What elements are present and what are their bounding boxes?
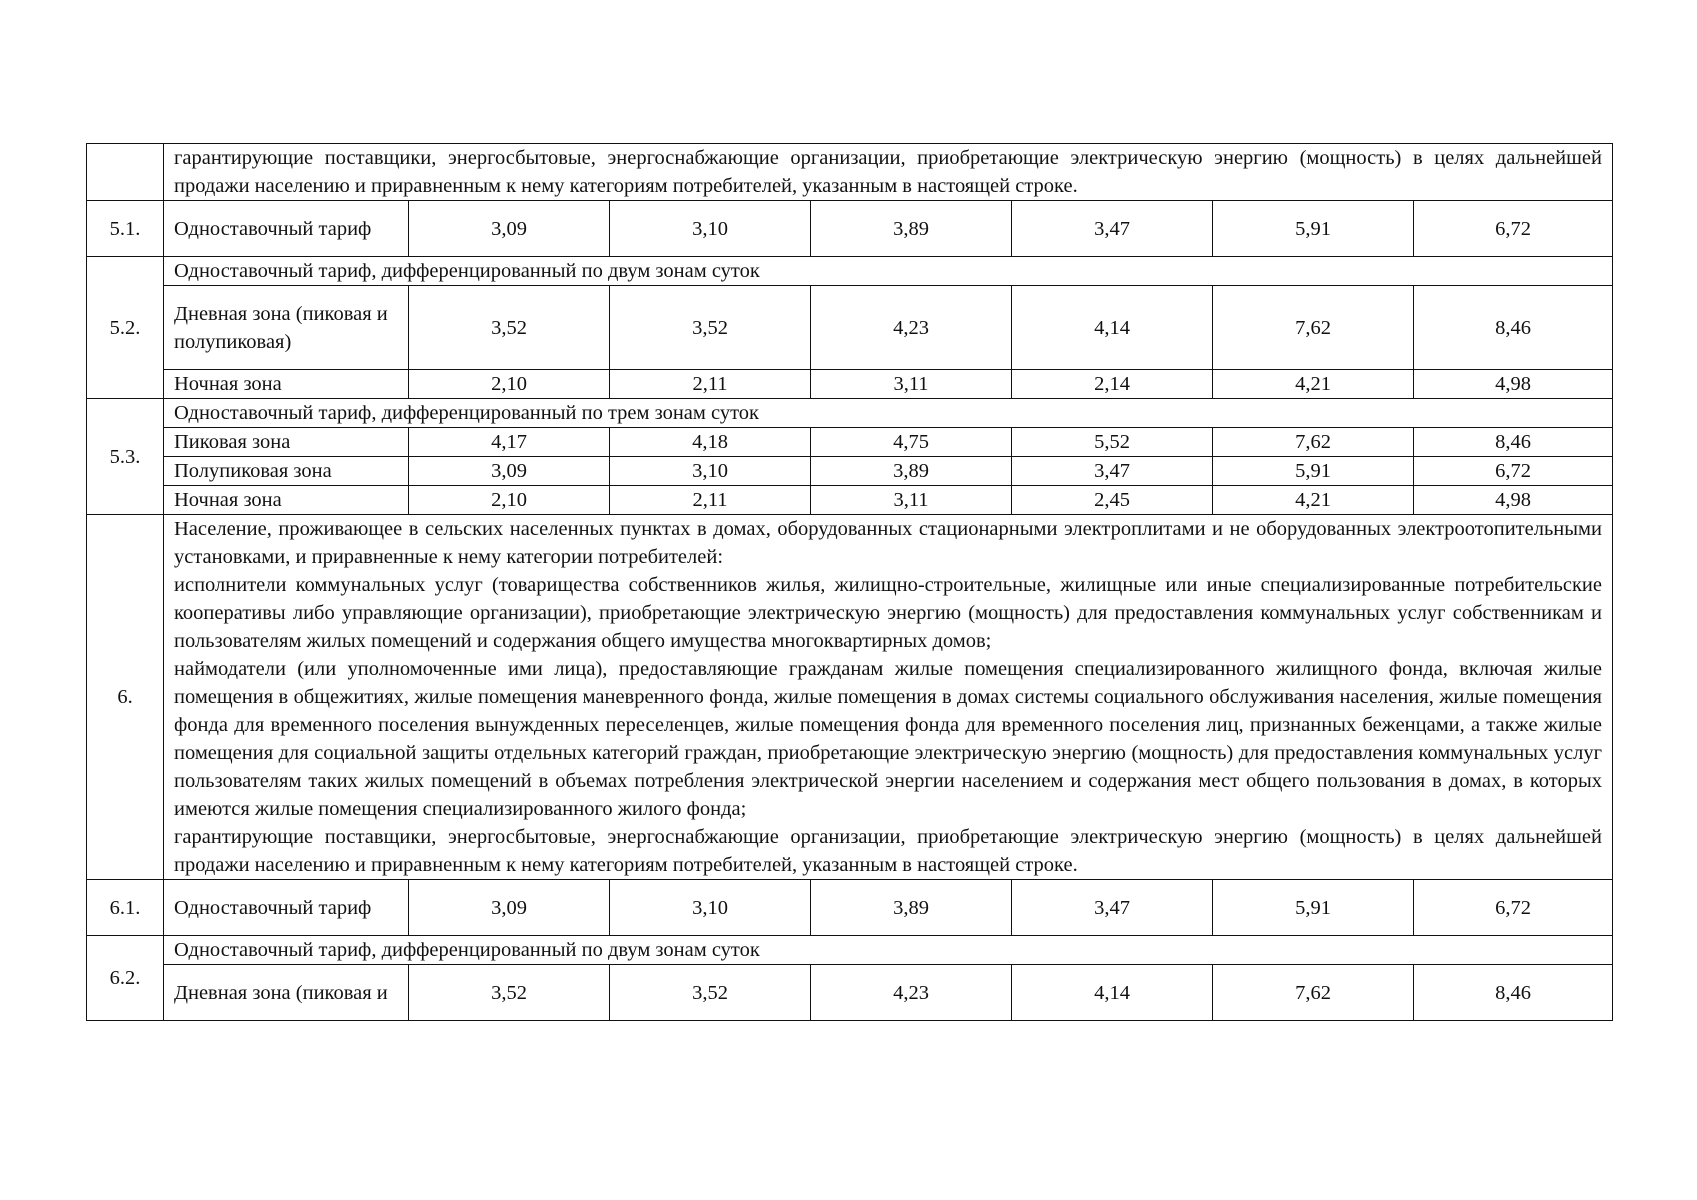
tariff-value: 7,62 <box>1213 428 1414 457</box>
row-label: Дневная зона (пиковая и <box>164 965 409 1021</box>
tariff-value: 7,62 <box>1213 965 1414 1021</box>
row-label: Пиковая зона <box>164 428 409 457</box>
table-row <box>87 257 1613 286</box>
row-number-cell <box>87 144 164 201</box>
tariff-value: 2,14 <box>1012 370 1213 399</box>
row-number: 6. <box>87 515 164 880</box>
row-number: 5.2. <box>87 257 164 399</box>
tariff-value: 3,47 <box>1012 201 1213 257</box>
tariff-value: 2,11 <box>610 486 811 515</box>
tariff-value: 5,91 <box>1213 201 1414 257</box>
table-row <box>87 286 1613 370</box>
row-label: Ночная зона <box>164 370 409 399</box>
tariff-value: 3,10 <box>610 880 811 936</box>
section-heading: Одноставочный тариф, дифференцированный по трем зонам суток <box>164 399 1613 428</box>
tariff-value: 4,98 <box>1414 370 1613 399</box>
tariff-value: 3,47 <box>1012 457 1213 486</box>
paragraph: наймодатели (или уполномоченные ими лица), предоставляющие гражданам жилые помещения специализированного жилищного фонда, включая жилые помещения в общежитиях, жилые помещения маневренного фонда, жилые помещения в домах системы социального обслуживания населения, жилые помещения фонда для временного поселения вынужденных переселенцев, жилые помещения фонда для временного поселения лиц, признанных беженцами, а также жилые помещения для социальной защиты отдельных категорий граждан, приобретающие электрическую энергию (мощность) для предоставления коммунальных услуг пользователям таких жилых помещений в объемах потребления электрической энергии населением и содержания мест общего пользования в домах, в которых имеются жилые помещения специализированного жилого фонда; <box>174 658 1602 820</box>
tariff-value: 8,46 <box>1414 965 1613 1021</box>
table-row <box>87 201 1613 257</box>
tariff-value: 8,46 <box>1414 286 1613 370</box>
tariff-value: 6,72 <box>1414 880 1613 936</box>
table-row <box>87 428 1613 457</box>
tariff-value: 8,46 <box>1414 428 1613 457</box>
tariff-value: 6,72 <box>1414 457 1613 486</box>
row-number: 5.3. <box>87 399 164 515</box>
tariff-value: 3,52 <box>610 965 811 1021</box>
tariff-value: 3,47 <box>1012 880 1213 936</box>
tariff-value: 3,09 <box>409 880 610 936</box>
tariff-value: 4,23 <box>811 965 1012 1021</box>
tariff-value: 4,75 <box>811 428 1012 457</box>
tariff-value: 3,52 <box>610 286 811 370</box>
tariff-value: 3,52 <box>409 965 610 1021</box>
intro-text: гарантирующие поставщики, энергосбытовые, энергоснабжающие организации, приобретающие электрическую энергию (мощность) в целях дальнейшей продажи населению и приравненным к нему категориям потребителей, указанным в настоящей строке. <box>164 144 1613 201</box>
row-label: Одноставочный тариф <box>164 201 409 257</box>
section-heading: Одноставочный тариф, дифференцированный по двум зонам суток <box>164 257 1613 286</box>
row-label: Одноставочный тариф <box>164 880 409 936</box>
tariff-value: 4,14 <box>1012 286 1213 370</box>
tariff-value: 3,09 <box>409 457 610 486</box>
tariff-value: 2,11 <box>610 370 811 399</box>
row-number: 5.1. <box>87 201 164 257</box>
table-row <box>87 936 1613 965</box>
table-row <box>87 457 1613 486</box>
tariff-value: 6,72 <box>1414 201 1613 257</box>
tariff-value: 5,52 <box>1012 428 1213 457</box>
tariff-value: 4,21 <box>1213 486 1414 515</box>
tariff-value: 4,98 <box>1414 486 1613 515</box>
tariff-value: 3,10 <box>610 457 811 486</box>
tariff-value: 3,89 <box>811 880 1012 936</box>
tariff-value: 3,89 <box>811 457 1012 486</box>
tariff-value: 3,89 <box>811 201 1012 257</box>
paragraph: гарантирующие поставщики, энергосбытовые, энергоснабжающие организации, приобретающие электрическую энергию (мощность) в целях дальнейшей продажи населению и приравненным к нему категориям потребителей, указанным в настоящей строке. <box>174 826 1602 876</box>
tariff-value: 3,11 <box>811 370 1012 399</box>
row-label: Дневная зона (пиковая и полупиковая) <box>164 286 409 370</box>
tariff-value: 4,17 <box>409 428 610 457</box>
row-number: 6.2. <box>87 936 164 1021</box>
paragraph: исполнители коммунальных услуг (товарищества собственников жилья, жилищно-строительные, жилищные или иные специализированные потребительские кооперативы либо управляющие организации), приобретающие электрическую энергию (мощность) для предоставления коммунальных услуг собственникам и пользователям жилых помещений и содержания общего имущества многоквартирных домов; <box>174 574 1602 652</box>
tariff-value: 5,91 <box>1213 457 1414 486</box>
table-row <box>87 399 1613 428</box>
tariff-value: 2,10 <box>409 486 610 515</box>
tariff-value: 2,45 <box>1012 486 1213 515</box>
row-number: 6.1. <box>87 880 164 936</box>
tariff-value: 3,10 <box>610 201 811 257</box>
table-row <box>87 515 1613 880</box>
tariff-value: 4,21 <box>1213 370 1414 399</box>
section-heading: Одноставочный тариф, дифференцированный по двум зонам суток <box>164 936 1613 965</box>
table-row <box>87 486 1613 515</box>
tariff-value: 4,23 <box>811 286 1012 370</box>
tariff-value: 5,91 <box>1213 880 1414 936</box>
table-row <box>87 880 1613 936</box>
section-description <box>164 515 1613 880</box>
table-row <box>87 965 1613 1021</box>
tariff-value: 4,18 <box>610 428 811 457</box>
row-label: Полупиковая зона <box>164 457 409 486</box>
tariff-table <box>86 143 1613 1021</box>
tariff-value: 7,62 <box>1213 286 1414 370</box>
tariff-value: 3,11 <box>811 486 1012 515</box>
table-row <box>87 370 1613 399</box>
tariff-value: 4,14 <box>1012 965 1213 1021</box>
row-label: Ночная зона <box>164 486 409 515</box>
table-row <box>87 144 1613 201</box>
tariff-value: 3,09 <box>409 201 610 257</box>
tariff-value: 3,52 <box>409 286 610 370</box>
tariff-value: 2,10 <box>409 370 610 399</box>
paragraph: Население, проживающее в сельских населенных пунктах в домах, оборудованных стационарными электроплитами и не оборудованных электроотопительными установками, и приравненные к нему категории потребителей: <box>174 518 1602 568</box>
